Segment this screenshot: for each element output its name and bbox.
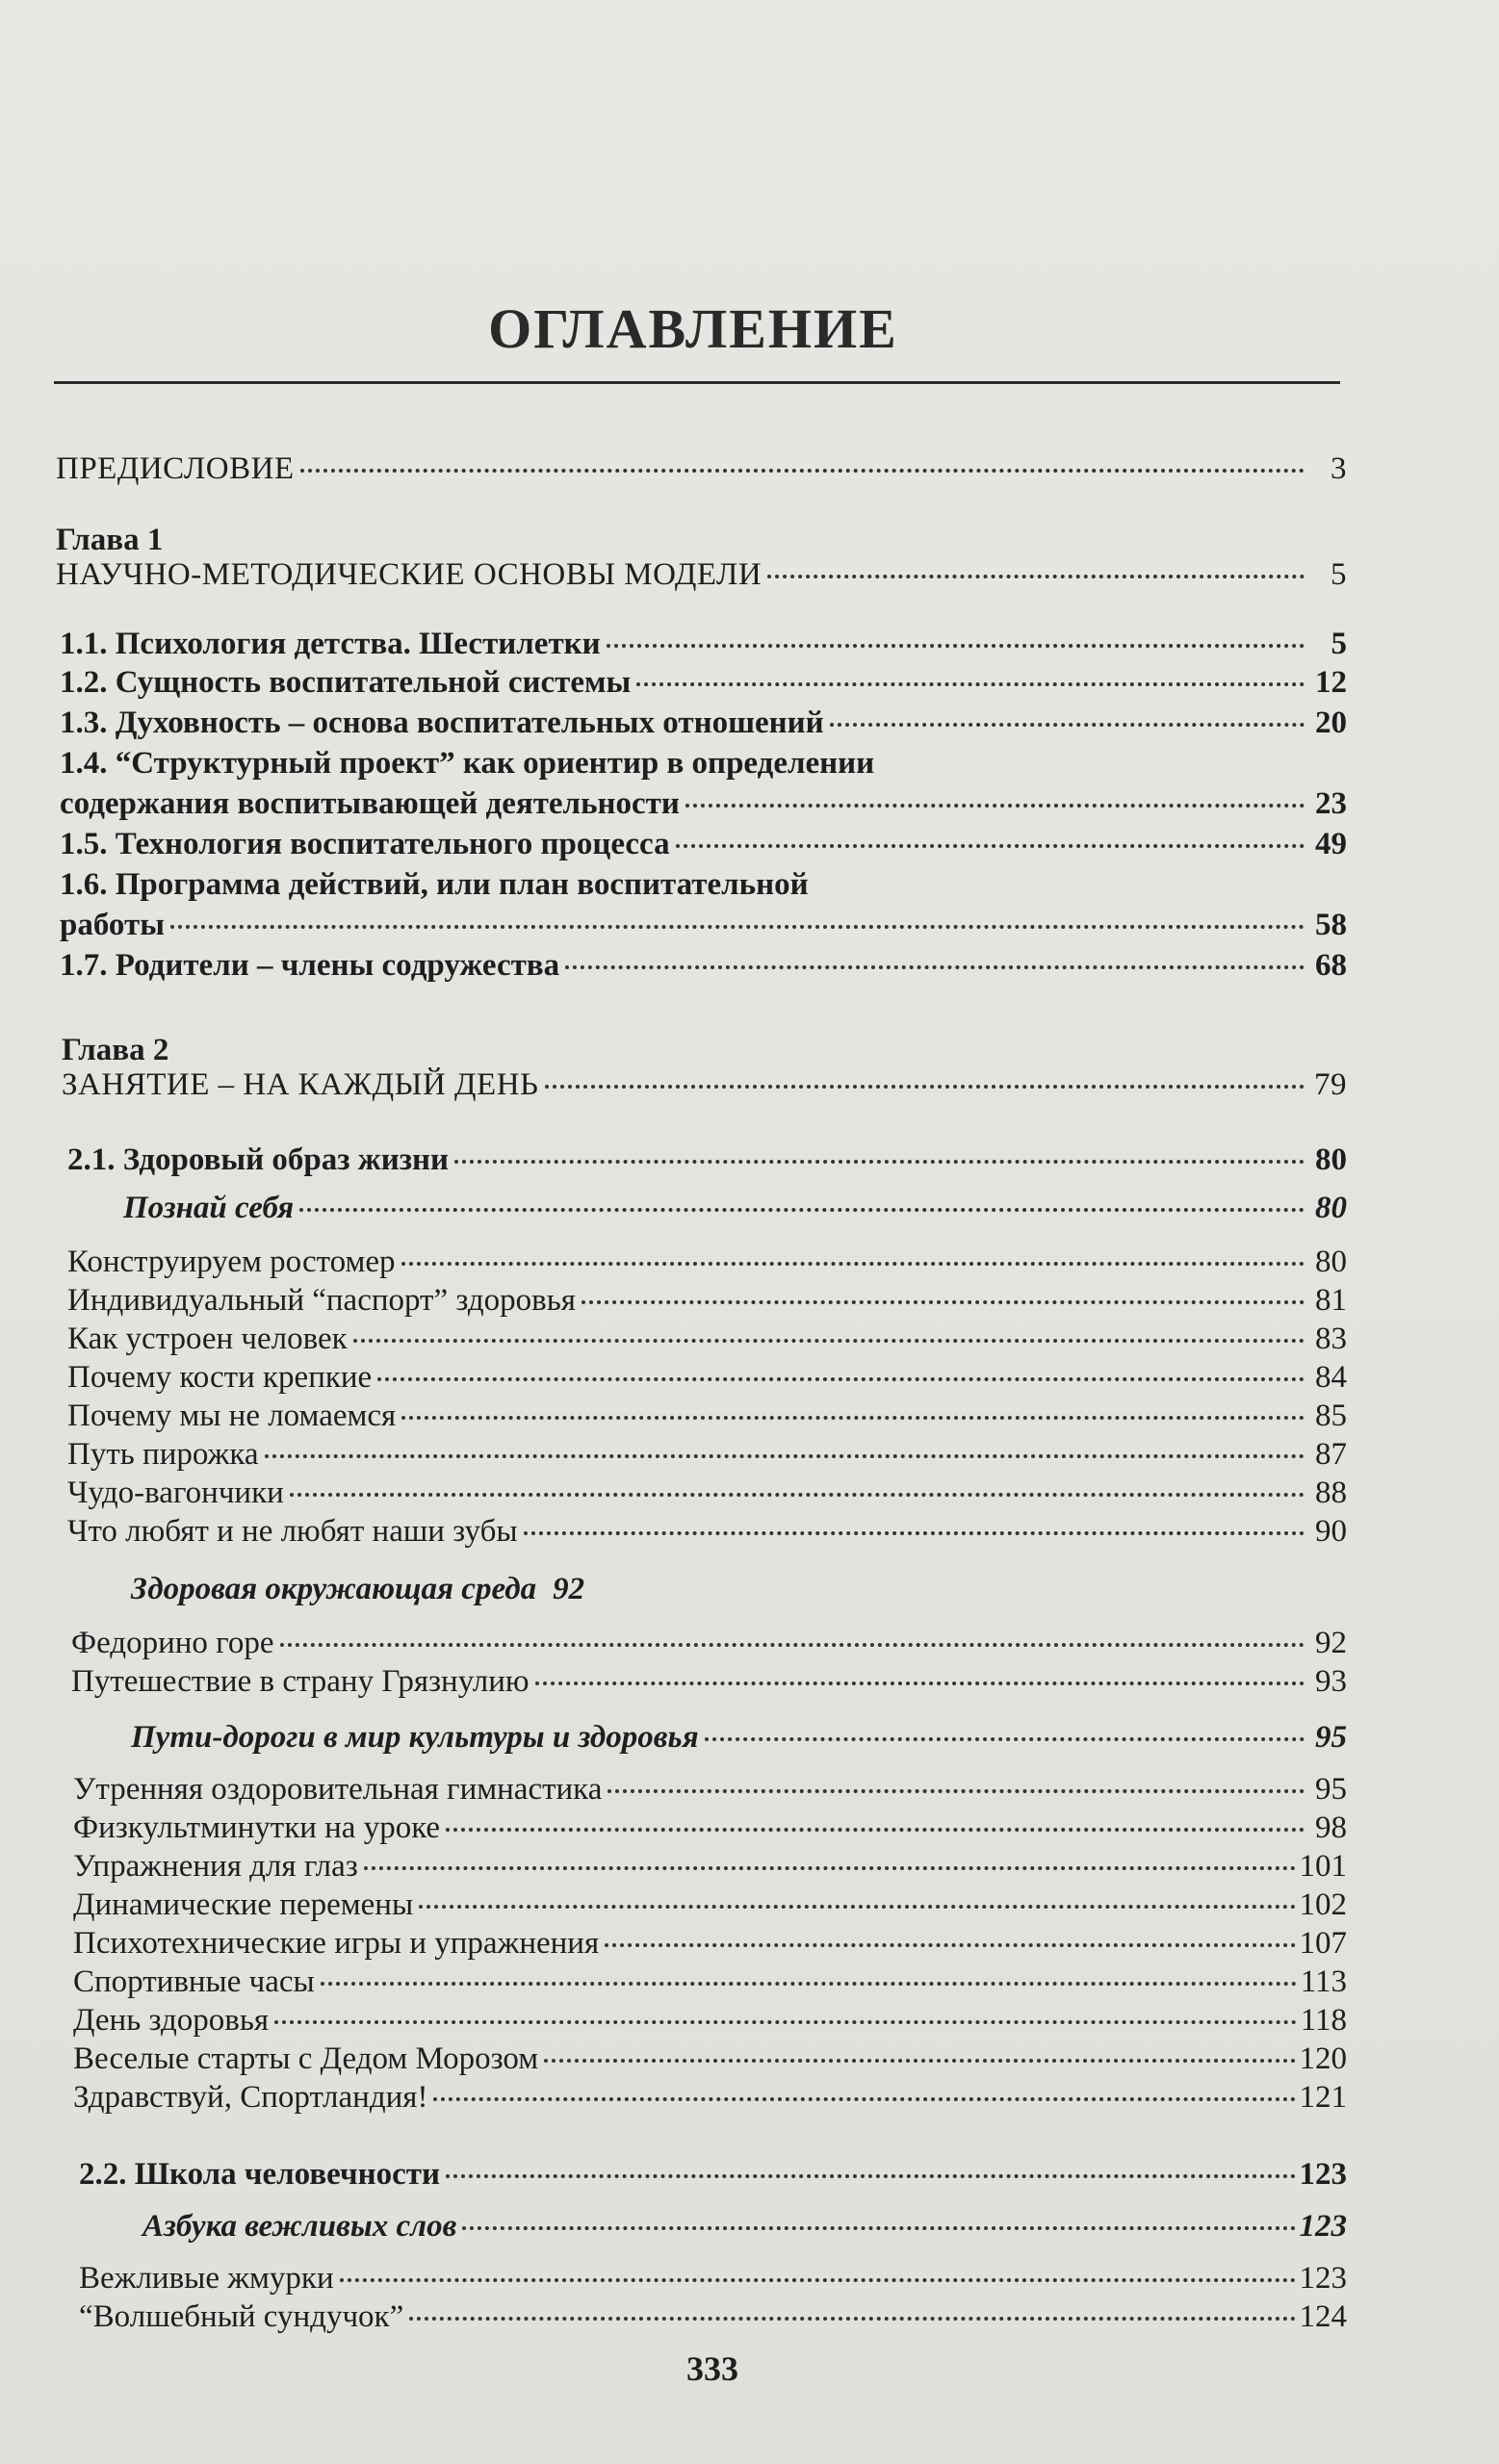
toc-entry[interactable] <box>73 1771 1347 1808</box>
leader-dots <box>446 1828 1305 1832</box>
toc-entry-label: Упражнения для глаз <box>73 1849 358 1884</box>
toc-entry-page: 23 <box>1315 786 1347 821</box>
chapter-heading: Глава 1 <box>56 523 164 557</box>
toc-entry-label: ЗАНЯТИЕ – НА КАЖДЫЙ ДЕНЬ <box>62 1067 539 1102</box>
leader-dots <box>685 804 1305 808</box>
toc-entry[interactable] <box>60 664 1347 701</box>
toc-entry-label: Спортивные часы <box>73 1964 315 1999</box>
toc-entry-label: работы <box>60 908 165 942</box>
toc-entry-label: содержания воспитывающей деятельности <box>60 786 680 821</box>
leader-dots <box>446 2174 1296 2178</box>
toc-entry[interactable] <box>67 1436 1347 1473</box>
toc-entry-chapter-title[interactable] <box>56 556 1347 593</box>
page-number: 333 <box>686 2349 738 2388</box>
toc-entry-label: Путешествие в страну Грязнулию <box>71 1664 530 1699</box>
toc-entry-subsection[interactable] <box>123 1190 1347 1226</box>
toc-entry[interactable] <box>79 2298 1347 2335</box>
toc-entry-page: 84 <box>1315 1360 1347 1395</box>
toc-entry-page: 120 <box>1299 2041 1347 2076</box>
toc-entry[interactable] <box>60 947 1347 984</box>
toc-entry-page: 87 <box>1315 1437 1347 1472</box>
toc-entry-page: 68 <box>1315 948 1347 983</box>
toc-entry-label: Физкультминутки на уроке <box>73 1810 441 1845</box>
toc-entry[interactable] <box>73 1886 1347 1923</box>
toc-entry[interactable] <box>73 2040 1347 2077</box>
toc-entry[interactable] <box>67 1282 1347 1319</box>
leader-dots <box>280 1643 1305 1647</box>
toc-entry-page: 12 <box>1315 665 1347 700</box>
toc-entry-page: 58 <box>1315 908 1347 942</box>
toc-entry-section[interactable] <box>67 1142 1347 1178</box>
toc-entry[interactable] <box>73 2002 1347 2039</box>
leader-dots <box>636 682 1305 686</box>
leader-dots <box>462 2226 1295 2230</box>
toc-entry[interactable] <box>73 1925 1347 1962</box>
leader-dots <box>401 1416 1305 1420</box>
leader-dots <box>607 644 1305 648</box>
toc-entry-page: 83 <box>1315 1322 1347 1356</box>
toc-entry-page: 79 <box>1314 1067 1347 1102</box>
toc-entry-page: 118 <box>1300 2003 1347 2038</box>
toc-entry[interactable] <box>73 1848 1347 1885</box>
toc-entry-page: 123 <box>1299 2261 1347 2296</box>
leader-dots <box>605 1943 1295 1947</box>
toc-entry[interactable] <box>73 1964 1347 2000</box>
toc-entry-label: Пути-дороги в мир культуры и здоровья <box>131 1720 699 1755</box>
toc-entry-label: Вежливые жмурки <box>79 2261 334 2296</box>
toc-entry-page: 113 <box>1300 1964 1347 1999</box>
toc-entry-label: Почему мы не ломаемся <box>67 1399 397 1433</box>
leader-dots <box>299 1208 1305 1212</box>
toc-entry-page: 101 <box>1299 1849 1347 1884</box>
toc-entry-label: Здравствуй, Спортландия! <box>73 2080 428 2115</box>
toc-entry-page: 98 <box>1315 1810 1347 1845</box>
toc-entry-page: 90 <box>1315 1514 1347 1549</box>
toc-entry-label: Психотехнические игры и упражнения <box>73 1926 600 1961</box>
toc-entry[interactable] <box>67 1398 1347 1434</box>
toc-entry-label: Азбука вежливых слов <box>142 2209 457 2244</box>
leader-dots <box>419 1905 1295 1909</box>
leader-dots <box>401 1262 1305 1266</box>
toc-entry[interactable] <box>60 705 1347 741</box>
toc-entry-label: Динамические перемены <box>73 1887 414 1922</box>
toc-entry[interactable] <box>73 1810 1347 1846</box>
toc-entry-label: Почему кости крепкие <box>67 1360 373 1395</box>
toc-entry-label: Что любят и не любят наши зубы <box>67 1514 518 1549</box>
leader-dots <box>353 1339 1305 1343</box>
toc-entry-label: Индивидуальный “паспорт” здоровья <box>67 1283 576 1318</box>
toc-entry-label: Утренняя оздоровительная гимнастика <box>73 1772 603 1807</box>
toc-entry-page: 95 <box>1315 1720 1347 1755</box>
toc-entry-label: Здоровая окружающая среда <box>131 1572 537 1606</box>
toc-entry-page: 92 <box>1315 1626 1347 1660</box>
leader-dots <box>607 1789 1305 1793</box>
toc-entry[interactable] <box>60 785 1347 822</box>
toc-entry-label: “Волшебный сундучок” <box>79 2299 404 2334</box>
toc-entry-label: Веселые старты с Дедом Морозом <box>73 2041 539 2076</box>
leader-dots <box>676 844 1305 848</box>
toc-entry-label: 1.3. Духовность – основа воспитательных отношений <box>60 706 824 740</box>
toc-entry-label: Федорино горе <box>71 1626 274 1660</box>
toc-entry-page: 92 <box>553 1572 585 1606</box>
toc-entry-label: Как устроен человек <box>67 1322 348 1356</box>
toc-entry-page: 102 <box>1299 1887 1347 1922</box>
toc-entry-label: День здоровья <box>73 2003 270 2038</box>
leader-dots <box>364 1866 1296 1870</box>
leader-dots <box>274 2020 1297 2024</box>
toc-entry-label: Познай себя <box>123 1191 295 1225</box>
toc-entry-subsection[interactable] <box>131 1719 1347 1756</box>
leader-dots <box>377 1377 1305 1381</box>
toc-entry-page: 81 <box>1315 1283 1347 1318</box>
toc-entry-label: НАУЧНО-МЕТОДИЧЕСКИЕ ОСНОВЫ МОДЕЛИ <box>56 557 762 592</box>
toc-entry-page: 5 <box>1331 627 1347 661</box>
toc-entry-page: 80 <box>1315 1191 1347 1225</box>
toc-entry-label: 2.1. Здоровый образ жизни <box>67 1142 450 1177</box>
leader-dots <box>290 1493 1305 1497</box>
toc-entry-label: Конструируем ростомер <box>67 1245 396 1279</box>
leader-dots <box>170 925 1305 929</box>
toc-entry[interactable] <box>71 1663 1347 1700</box>
leader-dots <box>321 1982 1297 1986</box>
toc-entry-page: 49 <box>1315 827 1347 861</box>
toc-entry-label-line1: 1.6. Программа действий, или план воспитательной <box>60 867 809 902</box>
toc-entry[interactable] <box>67 1321 1347 1357</box>
toc-entry-label: 1.2. Сущность воспитательной системы <box>60 665 632 700</box>
leader-dots <box>340 2278 1296 2282</box>
leader-dots <box>544 2059 1295 2063</box>
toc-entry-page: 80 <box>1315 1245 1347 1279</box>
toc-entry-page: 95 <box>1315 1772 1347 1807</box>
toc-entry[interactable] <box>67 1513 1347 1550</box>
leader-dots <box>582 1300 1305 1304</box>
toc-entry[interactable] <box>67 1359 1347 1396</box>
leader-dots <box>830 723 1305 727</box>
leader-dots <box>454 1160 1305 1164</box>
leader-dots <box>535 1681 1305 1685</box>
toc-entry[interactable] <box>79 2260 1347 2297</box>
toc-entry-label: ПРЕДИСЛОВИЕ <box>56 451 295 486</box>
toc-entry[interactable] <box>60 826 1347 862</box>
toc-entry[interactable] <box>67 1475 1347 1511</box>
chapter-heading: Глава 2 <box>62 1033 169 1067</box>
leader-dots <box>705 1737 1305 1741</box>
toc-entry[interactable] <box>60 626 1347 662</box>
toc-entry-label: 2.2. Школа человечности <box>79 2157 440 2192</box>
toc-entry-subsection[interactable] <box>142 2208 1347 2245</box>
page-title: ОГЛАВЛЕНИЕ <box>488 297 898 360</box>
toc-entry[interactable] <box>67 1244 1347 1280</box>
toc-entry-preface[interactable] <box>56 450 1347 487</box>
toc-entry-page: 85 <box>1315 1399 1347 1433</box>
leader-dots <box>565 965 1305 969</box>
toc-entry-page: 93 <box>1315 1664 1347 1699</box>
toc-entry-page: 3 <box>1331 451 1347 486</box>
toc-entry-label: Чудо-вагончики <box>67 1476 284 1510</box>
leader-dots <box>524 1531 1305 1535</box>
leader-dots <box>300 469 1305 473</box>
toc-entry-label: Путь пирожка <box>67 1437 259 1472</box>
leader-dots <box>545 1085 1305 1089</box>
toc-entry-page: 80 <box>1315 1142 1347 1177</box>
toc-entry-page: 123 <box>1299 2209 1347 2244</box>
leader-dots <box>767 575 1305 578</box>
toc-entry[interactable] <box>71 1625 1347 1661</box>
toc-entry-section[interactable] <box>79 2156 1347 2193</box>
toc-entry-page: 124 <box>1299 2299 1347 2334</box>
toc-entry[interactable] <box>73 2079 1347 2116</box>
toc-entry-subsection[interactable] <box>131 1571 584 1607</box>
toc-entry-page: 88 <box>1315 1476 1347 1510</box>
toc-entry-page: 5 <box>1331 557 1347 592</box>
leader-dots <box>433 2097 1295 2101</box>
toc-entry-label-line1: 1.4. “Структурный проект” как ориентир в определении <box>60 746 875 781</box>
toc-entry-label: 1.7. Родители – члены содружества <box>60 948 560 983</box>
toc-entry-page: 107 <box>1299 1926 1347 1961</box>
toc-entry-page: 121 <box>1299 2080 1347 2115</box>
leader-dots <box>409 2317 1295 2321</box>
toc-entry-label: 1.5. Технология воспитательного процесса <box>60 827 670 861</box>
toc-entry-chapter-title[interactable] <box>62 1066 1347 1103</box>
toc-entry[interactable] <box>60 907 1347 943</box>
toc-entry-label: 1.1. Психология детства. Шестилетки <box>60 627 601 661</box>
leader-dots <box>265 1454 1305 1458</box>
toc-entry-page: 20 <box>1315 706 1347 740</box>
toc-entry-page: 123 <box>1299 2157 1347 2192</box>
